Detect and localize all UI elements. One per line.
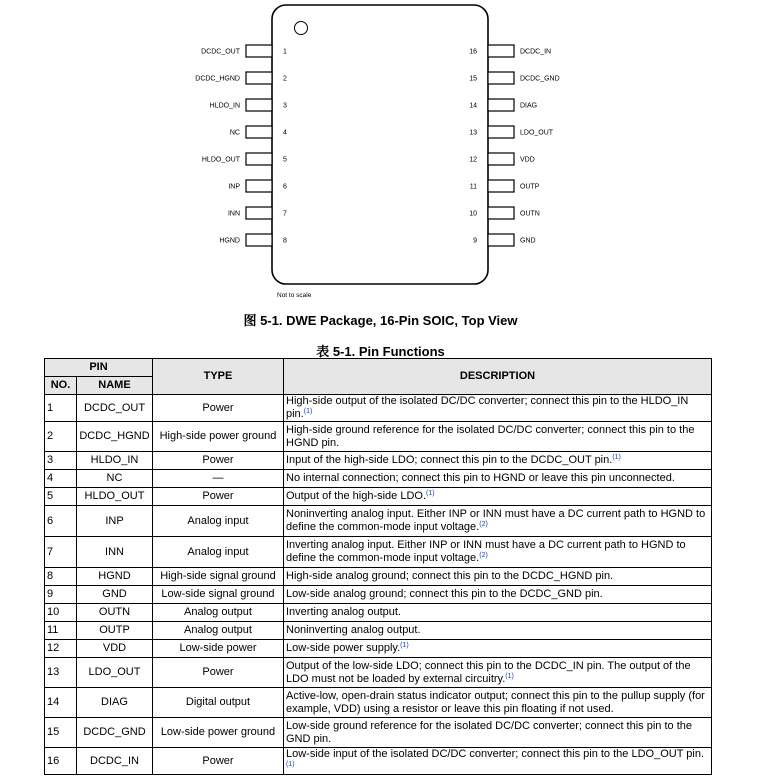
pin-label: HLDO_IN <box>209 102 240 110</box>
pin-type-cell: Analog input <box>153 506 284 537</box>
pin-no-cell: 2 <box>45 422 77 452</box>
pin-description-cell: Output of the low-side LDO; connect this pin to the DCDC_IN pin. The output of the LDO must not be loaded by external circuitry.$^{(1)}$ <box>284 658 712 688</box>
pin-type-cell: Analog output <box>153 604 284 622</box>
pin-lead <box>246 153 272 165</box>
footnote-ref[interactable]: (2) <box>479 552 488 559</box>
pin-label: LDO_OUT <box>520 129 554 137</box>
pin-description-cell: Inverting analog output. <box>284 604 712 622</box>
pin-label: VDD <box>520 156 535 164</box>
pin-name-cell: NC <box>77 470 153 488</box>
table-row <box>45 568 712 586</box>
table-row <box>45 640 712 658</box>
pin-name-cell: OUTP <box>77 622 153 640</box>
pin-description-cell: Low-side power supply.$^{(1)}$ <box>284 640 712 658</box>
pin-type-cell: Power <box>153 395 284 422</box>
pin-description-cell: High-side ground reference for the isolated DC/DC converter; connect this pin to the HGND pin. <box>284 422 712 452</box>
pin-number: 7 <box>283 210 287 218</box>
package-body <box>272 5 488 284</box>
pin-description-cell: Active-low, open-drain status indicator output; connect this pin to the pullup supply (for example, VDD) using a resistor or leave this pin floating if not used. <box>284 688 712 718</box>
pin-lead <box>488 72 514 84</box>
pin-lead <box>488 207 514 219</box>
table-row <box>45 422 712 452</box>
pin-description-cell: Low-side analog ground; connect this pin to the DCDC_GND pin. <box>284 586 712 604</box>
pin-label: OUTP <box>520 183 540 191</box>
pin-no-cell: 6 <box>45 506 77 537</box>
pin-description-cell: Noninverting analog input. Either INP or INN must have a DC current path to HGND to define the common-mode input voltage.$^{(2)}$ <box>284 506 712 537</box>
pin-label: OUTN <box>520 210 540 218</box>
pin-name-cell: HLDO_IN <box>77 452 153 470</box>
pin-number: 13 <box>469 129 477 137</box>
table-row <box>45 488 712 506</box>
header-no: NO. <box>45 377 77 395</box>
pin-no-cell: 11 <box>45 622 77 640</box>
pin-label: GND <box>520 237 536 245</box>
pin-number: 15 <box>469 75 477 83</box>
pin-no-cell: 4 <box>45 470 77 488</box>
pin-number: 4 <box>283 129 287 137</box>
pin-lead <box>246 126 272 138</box>
pin-lead <box>488 153 514 165</box>
footnote-ref[interactable]: (1) <box>426 490 435 497</box>
pin-description-cell: High-side analog ground; connect this pin to the DCDC_HGND pin. <box>284 568 712 586</box>
pin-no-cell: 10 <box>45 604 77 622</box>
pin-lead <box>488 126 514 138</box>
pin-label: HGND <box>219 237 240 245</box>
table-caption: 表 5-1. Pin Functions <box>316 344 445 359</box>
pin-type-cell: Power <box>153 748 284 775</box>
pin-type-cell: Analog output <box>153 622 284 640</box>
pin-lead <box>246 234 272 246</box>
pin-description-cell: Low-side ground reference for the isolated DC/DC converter; connect this pin to the GND pin. <box>284 718 712 748</box>
pin-lead <box>246 45 272 57</box>
pin-lead <box>488 180 514 192</box>
pin-no-cell: 9 <box>45 586 77 604</box>
pin-number: 14 <box>469 102 477 110</box>
pin-name-cell: DCDC_OUT <box>77 395 153 422</box>
pin-number: 10 <box>469 210 477 218</box>
footnote-ref[interactable]: (2) <box>479 521 488 528</box>
pin-label: DCDC_IN <box>520 48 552 56</box>
footnote-ref[interactable]: (1) <box>612 454 621 461</box>
pin-lead <box>246 180 272 192</box>
table-row <box>45 452 712 470</box>
pin-description-cell: No internal connection; connect this pin to HGND or leave this pin unconnected. <box>284 470 712 488</box>
pin-number: 3 <box>283 102 287 110</box>
pin-number: 12 <box>469 156 477 164</box>
footnote-ref[interactable]: (1) <box>303 408 313 415</box>
pin-number: 1 <box>283 48 287 56</box>
pin-name-cell: HLDO_OUT <box>77 488 153 506</box>
pin-no-cell: 14 <box>45 688 77 718</box>
pin-number: 16 <box>469 48 477 56</box>
pin-no-cell: 8 <box>45 568 77 586</box>
pin-no-cell: 5 <box>45 488 77 506</box>
pin-name-cell: VDD <box>77 640 153 658</box>
pin-label: DIAG <box>520 102 538 110</box>
pin-type-cell: Low-side signal ground <box>153 586 284 604</box>
pin1-marker <box>295 22 308 35</box>
pin-number: 5 <box>283 156 287 164</box>
pin-number: 11 <box>469 183 477 191</box>
pin-label: INP <box>228 183 240 191</box>
pin-name-cell: OUTN <box>77 604 153 622</box>
pin-no-cell: 16 <box>45 748 77 775</box>
pin-label: INN <box>227 210 240 218</box>
pin-type-cell: Power <box>153 452 284 470</box>
footnote-ref[interactable]: (1) <box>286 761 295 768</box>
pin-functions-table <box>44 358 712 775</box>
pin-name-cell: INP <box>77 506 153 537</box>
table-row <box>45 395 712 422</box>
pin-description-cell: Output of the high-side LDO.$^{(1)}$ <box>284 488 712 506</box>
pin-lead <box>488 99 514 111</box>
header-type: TYPE <box>153 359 284 395</box>
pin-type-cell: Low-side power ground <box>153 718 284 748</box>
pin-no-cell: 15 <box>45 718 77 748</box>
pin-description-cell: Noninverting analog output. <box>284 622 712 640</box>
pin-number: 2 <box>283 75 287 83</box>
pin-label: HLDO_OUT <box>201 156 240 164</box>
pin-name-cell: HGND <box>77 568 153 586</box>
pin-number: 6 <box>283 183 287 191</box>
pin-type-cell: Power <box>153 658 284 688</box>
pin-no-cell: 12 <box>45 640 77 658</box>
figure-caption: 图 5-1. DWE Package, 16-Pin SOIC, Top View <box>243 313 518 328</box>
pin-label: DCDC_GND <box>520 75 560 83</box>
pin-lead <box>246 207 272 219</box>
pin-number: 8 <box>283 237 287 245</box>
pin-type-cell: Low-side power <box>153 640 284 658</box>
pin-label: DCDC_OUT <box>201 48 240 56</box>
pin-no-cell: 1 <box>45 395 77 422</box>
header-name: NAME <box>77 377 153 395</box>
pin-name-cell: DCDC_HGND <box>77 422 153 452</box>
pin-lead <box>246 99 272 111</box>
pin-type-cell: Power <box>153 488 284 506</box>
pin-no-cell: 7 <box>45 537 77 568</box>
table-row <box>45 506 712 537</box>
footnote-ref[interactable]: (1) <box>400 642 409 649</box>
package-diagram <box>0 0 761 305</box>
pin-description-cell: Low-side input of the isolated DC/DC converter; connect this pin to the LDO_OUT pin.$^{(1)}$ <box>284 748 712 775</box>
pin-description-cell: Inverting analog input. Either INP or INN must have a DC current path to HGND to define the common-mode input voltage.$^{(2)}$ <box>284 537 712 568</box>
pin-type-cell: — <box>153 470 284 488</box>
pin-lead <box>246 72 272 84</box>
pin-type-cell: High-side signal ground <box>153 568 284 586</box>
pin-name-cell: DIAG <box>77 688 153 718</box>
table-row <box>45 718 712 748</box>
pin-name-cell: DCDC_IN <box>77 748 153 775</box>
table-row <box>45 604 712 622</box>
pin-description-cell: Input of the high-side LDO; connect this pin to the DCDC_OUT pin.$^{(1)}$ <box>284 452 712 470</box>
header-pin: PIN <box>45 359 153 377</box>
pin-lead <box>488 45 514 57</box>
pin-lead <box>488 234 514 246</box>
pin-no-cell: 3 <box>45 452 77 470</box>
pin-label: DCDC_HGND <box>195 75 240 83</box>
pin-name-cell: DCDC_GND <box>77 718 153 748</box>
pin-name-cell: GND <box>77 586 153 604</box>
pin-description-cell: High-side output of the isolated DC/DC converter; connect this pin to the HLDO_IN pin.$^{(1)}$ <box>284 395 712 422</box>
pin-number: 9 <box>473 237 477 245</box>
pin-type-cell: Digital output <box>153 688 284 718</box>
table-row <box>45 622 712 640</box>
pin-type-cell: Analog input <box>153 537 284 568</box>
pin-name-cell: INN <box>77 537 153 568</box>
table-row <box>45 658 712 688</box>
scale-note: Not to scale <box>277 292 312 299</box>
footnote-ref[interactable]: (1) <box>505 672 514 680</box>
pin-type-cell: High-side power ground <box>153 422 284 452</box>
pin-no-cell: 13 <box>45 658 77 688</box>
pin-name-cell: LDO_OUT <box>77 658 153 688</box>
header-description: DESCRIPTION <box>284 359 712 395</box>
table-row <box>45 470 712 488</box>
table-body <box>45 395 712 775</box>
table-row <box>45 688 712 718</box>
table-row <box>45 748 712 775</box>
table-row <box>45 537 712 568</box>
table-row <box>45 586 712 604</box>
pin-label: NC <box>229 129 240 137</box>
